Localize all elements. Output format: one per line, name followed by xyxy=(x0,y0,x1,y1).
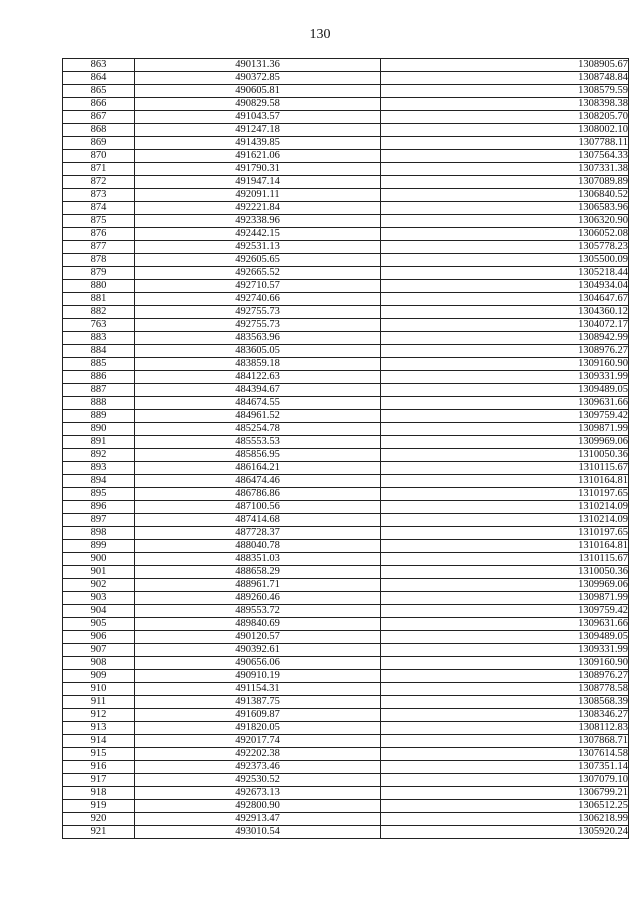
y-coordinate-cell: 1309969.06 xyxy=(381,436,629,449)
y-coordinate-cell: 1308346.27 xyxy=(381,709,629,722)
table-row xyxy=(63,592,629,605)
x-coordinate-cell: 486786.86 xyxy=(135,488,381,501)
table-row xyxy=(63,449,629,462)
y-coordinate-cell: 1309489.05 xyxy=(381,631,629,644)
table-row xyxy=(63,644,629,657)
x-coordinate-cell: 491820.05 xyxy=(135,722,381,735)
point-number-cell: 920 xyxy=(63,813,135,826)
table-row xyxy=(63,254,629,267)
table-row xyxy=(63,605,629,618)
x-coordinate-cell: 492710.57 xyxy=(135,280,381,293)
x-coordinate-cell: 492373.46 xyxy=(135,761,381,774)
y-coordinate-cell: 1309160.90 xyxy=(381,657,629,670)
point-number-cell: 874 xyxy=(63,202,135,215)
y-coordinate-cell: 1305920.24 xyxy=(381,826,629,839)
x-coordinate-cell: 488961.71 xyxy=(135,579,381,592)
point-number-cell: 906 xyxy=(63,631,135,644)
point-number-cell: 878 xyxy=(63,254,135,267)
table-row xyxy=(63,306,629,319)
point-number-cell: 884 xyxy=(63,345,135,358)
x-coordinate-cell: 492673.13 xyxy=(135,787,381,800)
x-coordinate-cell: 491790.31 xyxy=(135,163,381,176)
table-row xyxy=(63,397,629,410)
x-coordinate-cell: 484122.63 xyxy=(135,371,381,384)
x-coordinate-cell: 489553.72 xyxy=(135,605,381,618)
point-number-cell: 904 xyxy=(63,605,135,618)
x-coordinate-cell: 492740.66 xyxy=(135,293,381,306)
x-coordinate-cell: 490131.36 xyxy=(135,59,381,72)
point-number-cell: 864 xyxy=(63,72,135,85)
point-number-cell: 911 xyxy=(63,696,135,709)
x-coordinate-cell: 486474.46 xyxy=(135,475,381,488)
table-row xyxy=(63,371,629,384)
x-coordinate-cell: 491387.75 xyxy=(135,696,381,709)
y-coordinate-cell: 1309969.06 xyxy=(381,579,629,592)
table-row xyxy=(63,826,629,839)
x-coordinate-cell: 488040.78 xyxy=(135,540,381,553)
point-number-cell: 921 xyxy=(63,826,135,839)
table-row xyxy=(63,527,629,540)
table-row xyxy=(63,332,629,345)
x-coordinate-cell: 492202.38 xyxy=(135,748,381,761)
y-coordinate-cell: 1310164.81 xyxy=(381,475,629,488)
x-coordinate-cell: 483563.96 xyxy=(135,332,381,345)
x-coordinate-cell: 487100.56 xyxy=(135,501,381,514)
y-coordinate-cell: 1309759.42 xyxy=(381,410,629,423)
y-coordinate-cell: 1308748.84 xyxy=(381,72,629,85)
table-row xyxy=(63,670,629,683)
y-coordinate-cell: 1310164.81 xyxy=(381,540,629,553)
y-coordinate-cell: 1304934.04 xyxy=(381,280,629,293)
table-row xyxy=(63,774,629,787)
y-coordinate-cell: 1304360.12 xyxy=(381,306,629,319)
x-coordinate-cell: 491247.18 xyxy=(135,124,381,137)
x-coordinate-cell: 490605.81 xyxy=(135,85,381,98)
point-number-cell: 910 xyxy=(63,683,135,696)
y-coordinate-cell: 1308976.27 xyxy=(381,670,629,683)
point-number-cell: 876 xyxy=(63,228,135,241)
x-coordinate-cell: 488658.29 xyxy=(135,566,381,579)
y-coordinate-cell: 1310115.67 xyxy=(381,553,629,566)
table-row xyxy=(63,72,629,85)
point-number-cell: 890 xyxy=(63,423,135,436)
table-row xyxy=(63,410,629,423)
x-coordinate-cell: 491621.06 xyxy=(135,150,381,163)
y-coordinate-cell: 1306512.25 xyxy=(381,800,629,813)
table-row xyxy=(63,176,629,189)
point-number-cell: 867 xyxy=(63,111,135,124)
point-number-cell: 865 xyxy=(63,85,135,98)
point-number-cell: 902 xyxy=(63,579,135,592)
x-coordinate-cell: 492665.52 xyxy=(135,267,381,280)
point-number-cell: 879 xyxy=(63,267,135,280)
table-row xyxy=(63,657,629,670)
x-coordinate-cell: 485254.78 xyxy=(135,423,381,436)
y-coordinate-cell: 1309331.99 xyxy=(381,371,629,384)
table-row xyxy=(63,267,629,280)
point-number-cell: 877 xyxy=(63,241,135,254)
y-coordinate-cell: 1307868.71 xyxy=(381,735,629,748)
point-number-cell: 887 xyxy=(63,384,135,397)
point-number-cell: 869 xyxy=(63,137,135,150)
y-coordinate-cell: 1306218.99 xyxy=(381,813,629,826)
table-row xyxy=(63,293,629,306)
table-row xyxy=(63,423,629,436)
table-row xyxy=(63,228,629,241)
y-coordinate-cell: 1304072.17 xyxy=(381,319,629,332)
coordinates-table xyxy=(62,58,629,839)
point-number-cell: 900 xyxy=(63,553,135,566)
y-coordinate-cell: 1309871.99 xyxy=(381,423,629,436)
y-coordinate-cell: 1310115.67 xyxy=(381,462,629,475)
table-row xyxy=(63,735,629,748)
table-row xyxy=(63,553,629,566)
y-coordinate-cell: 1307614.58 xyxy=(381,748,629,761)
x-coordinate-cell: 491043.57 xyxy=(135,111,381,124)
x-coordinate-cell: 489840.69 xyxy=(135,618,381,631)
point-number-cell: 894 xyxy=(63,475,135,488)
y-coordinate-cell: 1310050.36 xyxy=(381,566,629,579)
y-coordinate-cell: 1307079.10 xyxy=(381,774,629,787)
point-number-cell: 919 xyxy=(63,800,135,813)
y-coordinate-cell: 1308568.39 xyxy=(381,696,629,709)
x-coordinate-cell: 491439.85 xyxy=(135,137,381,150)
point-number-cell: 888 xyxy=(63,397,135,410)
coordinates-table-body xyxy=(63,59,629,839)
x-coordinate-cell: 489260.46 xyxy=(135,592,381,605)
point-number-cell: 881 xyxy=(63,293,135,306)
y-coordinate-cell: 1310197.65 xyxy=(381,527,629,540)
x-coordinate-cell: 492913.47 xyxy=(135,813,381,826)
table-row xyxy=(63,345,629,358)
table-row xyxy=(63,98,629,111)
y-coordinate-cell: 1309489.05 xyxy=(381,384,629,397)
y-coordinate-cell: 1307089.89 xyxy=(381,176,629,189)
x-coordinate-cell: 486164.21 xyxy=(135,462,381,475)
point-number-cell: 886 xyxy=(63,371,135,384)
table-row xyxy=(63,800,629,813)
x-coordinate-cell: 492338.96 xyxy=(135,215,381,228)
point-number-cell: 916 xyxy=(63,761,135,774)
point-number-cell: 905 xyxy=(63,618,135,631)
table-row xyxy=(63,813,629,826)
point-number-cell: 901 xyxy=(63,566,135,579)
point-number-cell: 907 xyxy=(63,644,135,657)
y-coordinate-cell: 1307564.33 xyxy=(381,150,629,163)
table-row xyxy=(63,722,629,735)
y-coordinate-cell: 1309631.66 xyxy=(381,397,629,410)
x-coordinate-cell: 490656.06 xyxy=(135,657,381,670)
point-number-cell: 870 xyxy=(63,150,135,163)
point-number-cell: 899 xyxy=(63,540,135,553)
x-coordinate-cell: 491947.14 xyxy=(135,176,381,189)
y-coordinate-cell: 1309631.66 xyxy=(381,618,629,631)
point-number-cell: 915 xyxy=(63,748,135,761)
table-row xyxy=(63,566,629,579)
y-coordinate-cell: 1309160.90 xyxy=(381,358,629,371)
page-number: 130 xyxy=(309,27,331,42)
table-row xyxy=(63,241,629,254)
table-row xyxy=(63,501,629,514)
point-number-cell: 918 xyxy=(63,787,135,800)
point-number-cell: 897 xyxy=(63,514,135,527)
x-coordinate-cell: 484674.55 xyxy=(135,397,381,410)
y-coordinate-cell: 1306052.08 xyxy=(381,228,629,241)
table-row xyxy=(63,202,629,215)
x-coordinate-cell: 492605.65 xyxy=(135,254,381,267)
y-coordinate-cell: 1308905.67 xyxy=(381,59,629,72)
point-number-cell: 882 xyxy=(63,306,135,319)
point-number-cell: 872 xyxy=(63,176,135,189)
x-coordinate-cell: 490829.58 xyxy=(135,98,381,111)
x-coordinate-cell: 490372.85 xyxy=(135,72,381,85)
point-number-cell: 892 xyxy=(63,449,135,462)
table-row xyxy=(63,761,629,774)
x-coordinate-cell: 492221.84 xyxy=(135,202,381,215)
x-coordinate-cell: 487414.68 xyxy=(135,514,381,527)
x-coordinate-cell: 490910.19 xyxy=(135,670,381,683)
y-coordinate-cell: 1308579.59 xyxy=(381,85,629,98)
table-row xyxy=(63,111,629,124)
x-coordinate-cell: 490120.57 xyxy=(135,631,381,644)
point-number-cell: 866 xyxy=(63,98,135,111)
table-row xyxy=(63,709,629,722)
x-coordinate-cell: 493010.54 xyxy=(135,826,381,839)
y-coordinate-cell: 1310214.09 xyxy=(381,501,629,514)
x-coordinate-cell: 492091.11 xyxy=(135,189,381,202)
point-number-cell: 913 xyxy=(63,722,135,735)
table-row xyxy=(63,150,629,163)
x-coordinate-cell: 492530.52 xyxy=(135,774,381,787)
table-row xyxy=(63,631,629,644)
point-number-cell: 912 xyxy=(63,709,135,722)
point-number-cell: 889 xyxy=(63,410,135,423)
point-number-cell: 873 xyxy=(63,189,135,202)
x-coordinate-cell: 484961.52 xyxy=(135,410,381,423)
y-coordinate-cell: 1307351.14 xyxy=(381,761,629,774)
x-coordinate-cell: 492531.13 xyxy=(135,241,381,254)
y-coordinate-cell: 1308002.10 xyxy=(381,124,629,137)
y-coordinate-cell: 1308942.99 xyxy=(381,332,629,345)
y-coordinate-cell: 1309331.99 xyxy=(381,644,629,657)
y-coordinate-cell: 1306799.21 xyxy=(381,787,629,800)
point-number-cell: 880 xyxy=(63,280,135,293)
table-row xyxy=(63,696,629,709)
y-coordinate-cell: 1308976.27 xyxy=(381,345,629,358)
point-number-cell: 883 xyxy=(63,332,135,345)
x-coordinate-cell: 483605.05 xyxy=(135,345,381,358)
point-number-cell: 896 xyxy=(63,501,135,514)
table-row xyxy=(63,618,629,631)
point-number-cell: 763 xyxy=(63,319,135,332)
point-number-cell: 914 xyxy=(63,735,135,748)
y-coordinate-cell: 1309759.42 xyxy=(381,605,629,618)
y-coordinate-cell: 1309871.99 xyxy=(381,592,629,605)
table-row xyxy=(63,124,629,137)
table-row xyxy=(63,85,629,98)
y-coordinate-cell: 1306583.96 xyxy=(381,202,629,215)
y-coordinate-cell: 1307788.11 xyxy=(381,137,629,150)
point-number-cell: 885 xyxy=(63,358,135,371)
point-number-cell: 917 xyxy=(63,774,135,787)
point-number-cell: 908 xyxy=(63,657,135,670)
y-coordinate-cell: 1308398.38 xyxy=(381,98,629,111)
x-coordinate-cell: 488351.03 xyxy=(135,553,381,566)
x-coordinate-cell: 485856.95 xyxy=(135,449,381,462)
point-number-cell: 903 xyxy=(63,592,135,605)
y-coordinate-cell: 1305500.09 xyxy=(381,254,629,267)
table-row xyxy=(63,748,629,761)
table-row xyxy=(63,319,629,332)
x-coordinate-cell: 492017.74 xyxy=(135,735,381,748)
table-row xyxy=(63,163,629,176)
y-coordinate-cell: 1310197.65 xyxy=(381,488,629,501)
point-number-cell: 875 xyxy=(63,215,135,228)
table-row xyxy=(63,189,629,202)
table-row xyxy=(63,514,629,527)
x-coordinate-cell: 483859.18 xyxy=(135,358,381,371)
table-row xyxy=(63,215,629,228)
point-number-cell: 898 xyxy=(63,527,135,540)
table-row xyxy=(63,384,629,397)
x-coordinate-cell: 491609.87 xyxy=(135,709,381,722)
point-number-cell: 891 xyxy=(63,436,135,449)
point-number-cell: 893 xyxy=(63,462,135,475)
y-coordinate-cell: 1307331.38 xyxy=(381,163,629,176)
x-coordinate-cell: 492442.15 xyxy=(135,228,381,241)
y-coordinate-cell: 1306840.52 xyxy=(381,189,629,202)
y-coordinate-cell: 1308778.58 xyxy=(381,683,629,696)
table-row xyxy=(63,462,629,475)
y-coordinate-cell: 1306320.90 xyxy=(381,215,629,228)
x-coordinate-cell: 485553.53 xyxy=(135,436,381,449)
point-number-cell: 868 xyxy=(63,124,135,137)
table-row xyxy=(63,488,629,501)
table-row xyxy=(63,137,629,150)
table-row xyxy=(63,683,629,696)
table-row xyxy=(63,540,629,553)
table-row xyxy=(63,280,629,293)
point-number-cell: 863 xyxy=(63,59,135,72)
y-coordinate-cell: 1305218.44 xyxy=(381,267,629,280)
table-row xyxy=(63,787,629,800)
table-row xyxy=(63,436,629,449)
x-coordinate-cell: 492755.73 xyxy=(135,319,381,332)
table-row xyxy=(63,358,629,371)
y-coordinate-cell: 1310214.09 xyxy=(381,514,629,527)
y-coordinate-cell: 1310050.36 xyxy=(381,449,629,462)
x-coordinate-cell: 492800.90 xyxy=(135,800,381,813)
point-number-cell: 895 xyxy=(63,488,135,501)
y-coordinate-cell: 1308205.70 xyxy=(381,111,629,124)
table-row xyxy=(63,579,629,592)
y-coordinate-cell: 1304647.67 xyxy=(381,293,629,306)
x-coordinate-cell: 484394.67 xyxy=(135,384,381,397)
point-number-cell: 909 xyxy=(63,670,135,683)
table-row xyxy=(63,475,629,488)
y-coordinate-cell: 1308112.83 xyxy=(381,722,629,735)
y-coordinate-cell: 1305778.23 xyxy=(381,241,629,254)
x-coordinate-cell: 490392.61 xyxy=(135,644,381,657)
x-coordinate-cell: 492755.73 xyxy=(135,306,381,319)
x-coordinate-cell: 487728.37 xyxy=(135,527,381,540)
point-number-cell: 871 xyxy=(63,163,135,176)
x-coordinate-cell: 491154.31 xyxy=(135,683,381,696)
table-row xyxy=(63,59,629,72)
